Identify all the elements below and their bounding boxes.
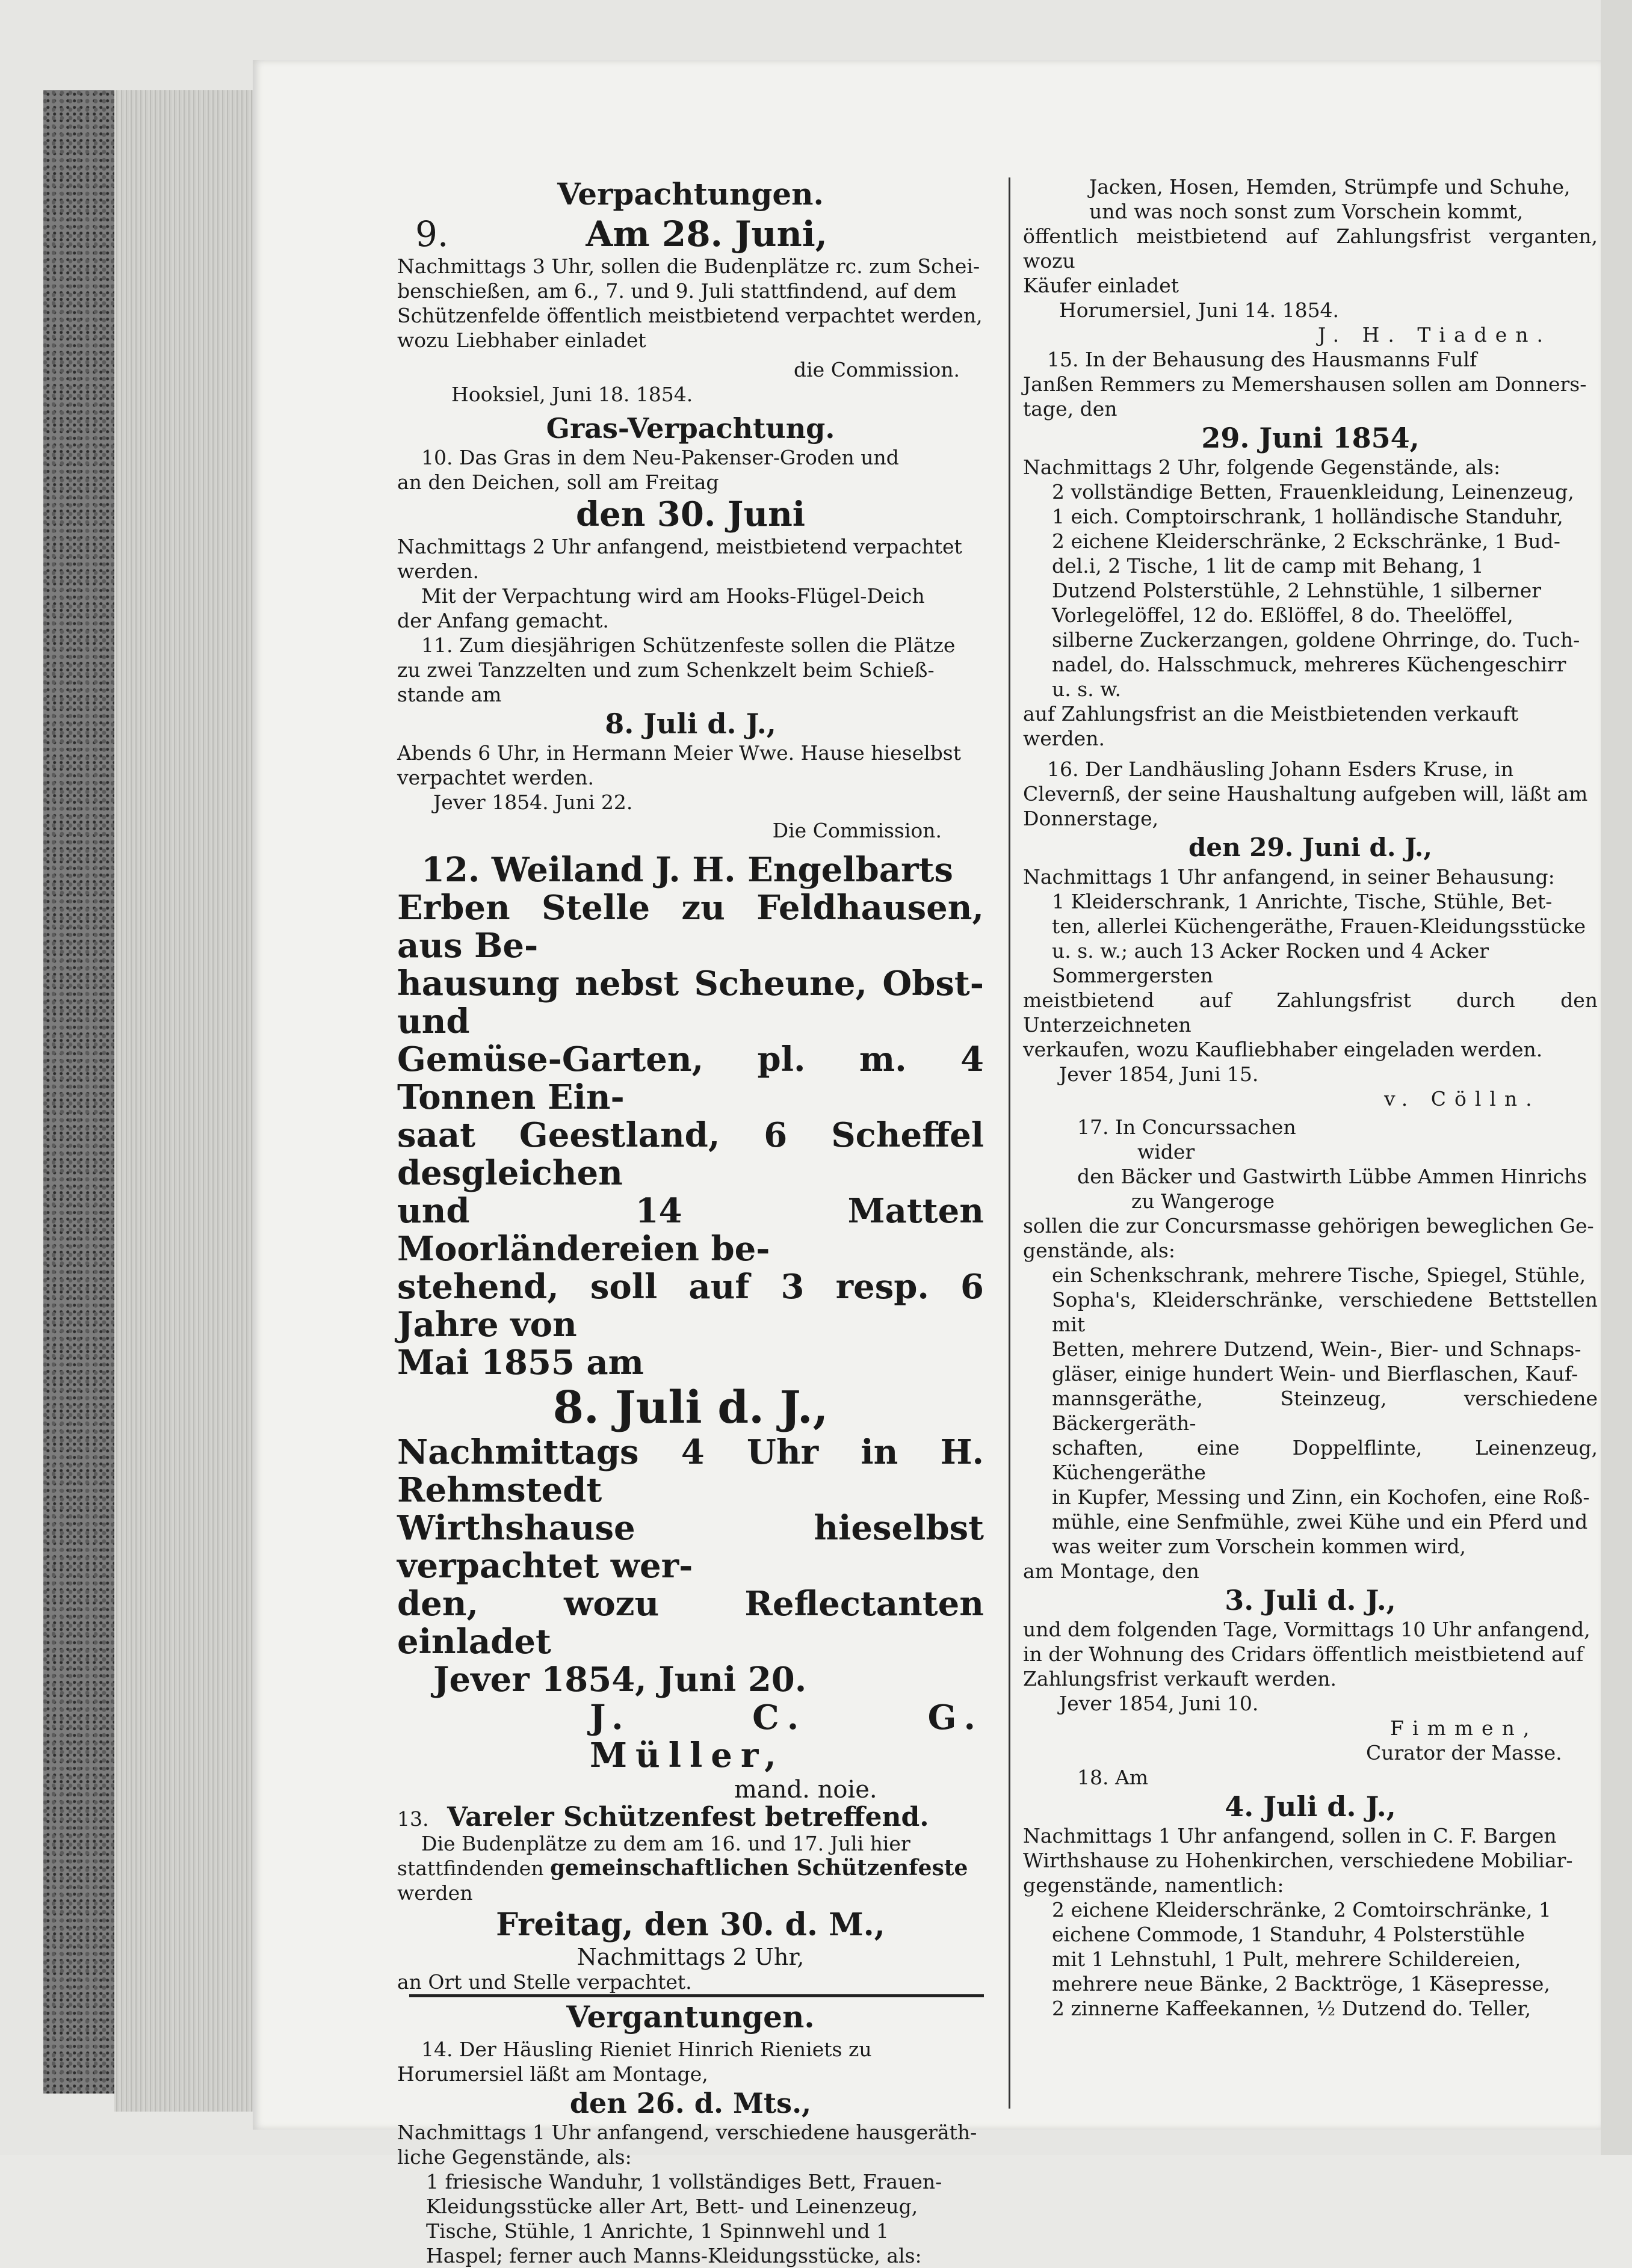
list-item: Tische, Stühle, 1 Anrichte, 1 Spinnwehl und 1 (426, 2219, 889, 2243)
text-line-large: Erben Stelle zu Feldhausen, aus Be- (397, 888, 984, 966)
text-line: auf Zahlungsfrist an die Meistbietenden verkauft werden. (1023, 702, 1519, 750)
text-line: Nachmittags 2 Uhr, (576, 1944, 805, 1970)
text-line: den Bäcker und Gastwirth Lübbe Ammen Hinrichs (1077, 1165, 1587, 1188)
notice-13 (397, 1802, 984, 1994)
notice-13-head (397, 1802, 984, 1832)
list-item: 2 zinnerne Kaffeekannen, ½ Dutzend do. Teller, (1052, 1997, 1532, 2020)
text-line-large: Mai 1855 am (397, 1343, 644, 1382)
list-item: 2 eichene Kleiderschränke, 2 Eckschränke, 1 Bud- (1052, 529, 1560, 553)
list-item: mit 1 Lehnstuhl, 1 Pult, mehrere Schildereien, (1052, 1947, 1521, 1971)
notice-14 (397, 2037, 984, 2268)
list-item: ein Schenkschrank, mehrere Tische, Spiegel, Stühle, (1052, 1263, 1586, 1287)
list-item: Jacken, Hosen, Hemden, Strümpfe und Schuhe, (1089, 175, 1571, 199)
text-line: Janßen Remmers zu Memershausen sollen am Donners- (1023, 372, 1587, 396)
text-line: benschießen, am 6., 7. und 9. Juli stattfindend, auf dem (397, 279, 957, 303)
list-item: Sopha's, Kleiderschränke, verschiedene Bettstellen mit (1052, 1288, 1598, 1336)
list-item: 1 eich. Comptoirschrank, 1 holländische Standuhr, (1052, 505, 1563, 528)
notice-date: den 29. Juni d. J., (1188, 833, 1432, 862)
text-line: zu Wangeroge (1131, 1189, 1275, 1213)
list-item: del.i, 2 Tische, 1 lit de camp mit Behang, 1 (1052, 554, 1484, 578)
notice-title: Gras-Verpachtung. (546, 412, 835, 445)
text-line: Clevernß, der seine Haushaltung aufgeben will, läßt am (1023, 782, 1588, 806)
list-item: 1 friesische Wanduhr, 1 vollständiges Bett, Frauen- (426, 2170, 942, 2193)
text-line: an den Deichen, soll am Freitag (397, 470, 719, 494)
text-line: und dem folgenden Tage, Vormittags 10 Uhr anfangend, (1023, 1618, 1590, 1641)
list-item: nadel, do. Halsschmuck, mehreres Küchengeschirr (1052, 653, 1566, 676)
text-line: am Montage, den (1023, 1559, 1199, 1583)
text-line: genstände, als: (1023, 1239, 1175, 1262)
notice-date: Freitag, den 30. d. M., (496, 1906, 885, 1943)
text-line: in der Wohnung des Cridars öffentlich meistbietend auf (1023, 1642, 1584, 1666)
notice-14-continued (1023, 174, 1598, 347)
notice-date: den 30. Juni (575, 495, 806, 534)
list-item: 1 Kleiderschrank, 1 Anrichte, Tische, Stühle, Bet- (1052, 890, 1553, 913)
text-line: Nachmittags 3 Uhr, sollen die Budenplätze rc. zum Schei- (397, 254, 980, 278)
notice-10 (397, 411, 984, 633)
notice-9 (397, 214, 984, 407)
text-line: werden. (397, 559, 479, 583)
notice-16 (1023, 757, 1598, 1111)
notice-date: Am 28. Juni, (586, 214, 827, 254)
notice-12 (397, 851, 984, 1805)
signature: v. Cölln. (1384, 1087, 1541, 1111)
text-line: gegenstände, namentlich: (1023, 1873, 1284, 1897)
text-line: Donnerstage, (1023, 807, 1159, 830)
next-page-edge (1601, 0, 1632, 2155)
text-line: verkaufen, wozu Kaufliebhaber eingeladen werden. (1023, 1038, 1543, 1061)
notice-9-head (397, 214, 984, 254)
notice-date: 8. Juli d. J., (605, 707, 776, 740)
list-item: silberne Zuckerzangen, goldene Ohrringe, do. Tuch- (1052, 628, 1580, 652)
text-line: Horumersiel läßt am Montage, (397, 2062, 708, 2086)
text-line: Schützenfelde öffentlich meistbietend verpachtet werden, (397, 304, 983, 327)
notice-date: 3. Juli d. J., (1225, 1584, 1396, 1616)
signature: J. H. Tiaden. (1318, 323, 1552, 347)
list-item: mühle, eine Senfmühle, zwei Kühe und ein Pferd und (1052, 1510, 1588, 1533)
text-line-large: Gemüse-Garten, pl. m. 4 Tonnen Ein- (397, 1040, 984, 1117)
place-date: Jever 1854, Juni 15. (1059, 1062, 1259, 1086)
list-item: Sommergersten (1052, 964, 1213, 987)
text-line-large: hausung nebst Scheune, Obst- und (397, 964, 984, 1041)
list-item: Kleidungsstücke aller Art, Bett- und Leinenzeug, (426, 2195, 918, 2218)
notice-number: 13. (397, 1807, 429, 1831)
text-line: Mit der Verpachtung wird am Hooks-Flügel-Deich (421, 584, 925, 608)
text-line: Nachmittags 2 Uhr, folgende Gegenstände, als: (1023, 455, 1501, 479)
notice-date: 4. Juli d. J., (1225, 1790, 1396, 1823)
column-divider (1009, 177, 1010, 2109)
list-item: in Kupfer, Messing und Zinn, ein Kochofen, eine Roß- (1052, 1485, 1590, 1509)
text-line-large: Wirthshause hieselbst verpachtet wer- (397, 1508, 984, 1586)
notice-date: 29. Juni 1854, (1201, 422, 1420, 454)
text-line: sollen die zur Concursmasse gehörigen beweglichen Ge- (1023, 1214, 1594, 1237)
list-item: und was noch sonst zum Vorschein kommt, (1089, 200, 1524, 223)
list-item: u. s. w. (1052, 677, 1121, 701)
text-span: stattfindenden (397, 1857, 544, 1880)
text-line: Wirthshause zu Hohenkirchen, verschiedene Mobiliar- (1023, 1849, 1573, 1872)
text-line: 14. Der Häusling Rieniet Hinrich Rieniets zu (421, 2038, 872, 2061)
notice-number: 9. (415, 214, 449, 254)
notice-11 (397, 633, 984, 843)
text-line-large: 12. Weiland J. H. Engelbarts (421, 850, 953, 890)
text-line: 10. Das Gras in dem Neu-Pakenser-Groden und (421, 446, 899, 469)
list-item: Betten, mehrere Dutzend, Wein-, Bier- und Schnaps- (1052, 1337, 1581, 1361)
text-line: tage, den (1023, 397, 1117, 421)
list-item: 2 eichene Kleiderschränke, 2 Comtoirschränke, 1 (1052, 1898, 1551, 1921)
signature-note: mand. noie. (734, 1776, 877, 1804)
text-line: 17. In Concurssachen (1077, 1115, 1296, 1139)
text-line: 15. In der Behausung des Hausmanns Fulf (1047, 348, 1477, 371)
list-item: mehrere neue Bänke, 2 Backtröge, 1 Käsepresse, (1052, 1972, 1550, 1995)
text-line: wozu Liebhaber einladet (397, 328, 646, 352)
list-item: gläser, einige hundert Wein- und Bierflaschen, Kauf- (1052, 1362, 1578, 1385)
notice-date: 8. Juli d. J., (552, 1382, 829, 1434)
text-line-large: den, wozu Reflectanten einladet (397, 1584, 984, 1662)
left-column (397, 108, 984, 2268)
section-heading-vergantungen: Vergantungen. (566, 1999, 815, 2035)
text-line: Nachmittags 1 Uhr anfangend, sollen in C. F. Bargen (1023, 1824, 1557, 1847)
list-item: u. s. w.; auch 13 Acker Rocken und 4 Acker (1052, 939, 1489, 963)
text-line: stande am (397, 683, 502, 706)
section-heading-verpachtungen: Verpachtungen. (557, 176, 824, 212)
text-line: Nachmittags 1 Uhr anfangend, in seiner Behausung: (1023, 865, 1555, 889)
text-line: öffentlich meistbietend auf Zahlungsfrist verganten, wozu (1023, 224, 1598, 273)
text-line (397, 1856, 984, 1881)
text-line: wider (1137, 1140, 1195, 1163)
text-line: Käufer einladet (1023, 274, 1179, 297)
notice-title: Vareler Schützenfest betreffend. (447, 1802, 929, 1832)
text-line: zu zwei Tanzzelten und zum Schenkzelt beim Schieß- (397, 658, 935, 682)
place-date: Horumersiel, Juni 14. 1854. (1059, 298, 1340, 322)
list-item: mannsgeräthe, Steinzeug, verschiedene Bäckergeräth- (1052, 1387, 1598, 1435)
notice-17 (1023, 1115, 1598, 1765)
place-date: Jever 1854, Juni 10. (1059, 1692, 1259, 1715)
text-line: Abends 6 Uhr, in Hermann Meier Wwe. Hause hieselbst (397, 741, 961, 765)
signature: J. C. G. Müller, (590, 1698, 984, 1775)
list-item: schaften, eine Doppelflinte, Leinenzeug, Küchengeräthe (1052, 1436, 1598, 1484)
list-item: 2 vollständige Betten, Frauenkleidung, Leinenzeug, (1052, 480, 1574, 504)
text-line: liche Gegenstände, als: (397, 2145, 632, 2169)
list-item: Haspel; ferner auch Manns-Kleidungsstücke, als: (426, 2244, 922, 2267)
signature: die Commission. (794, 358, 960, 381)
text-span-bold: gemeinschaftlichen Schützenfeste (549, 1855, 968, 1881)
list-item: Dutzend Polsterstühle, 2 Lehnstühle, 1 silberner (1052, 579, 1542, 602)
place-date: Hooksiel, Juni 18. 1854. (451, 383, 693, 406)
place-date: Jever 1854, Juni 20. (433, 1660, 807, 1699)
text-line: Nachmittags 2 Uhr anfangend, meistbietend verpachtet (397, 535, 962, 558)
text-line-large: Nachmittags 4 Uhr in H. Rehmstedt (397, 1432, 984, 1510)
text-line: 11. Zum diesjährigen Schützenfeste sollen die Plätze (421, 633, 956, 657)
notice-15 (1023, 347, 1598, 751)
list-item: eichene Commode, 1 Standuhr, 4 Polsterstühle (1052, 1923, 1525, 1946)
text-line: Nachmittags 1 Uhr anfangend, verschiedene hausgeräth- (397, 2121, 977, 2144)
signature-note: Curator der Masse. (1366, 1741, 1562, 1764)
text-line-large: und 14 Matten Moorländereien be- (397, 1191, 984, 1269)
signature: Die Commission. (772, 819, 942, 842)
list-item: ten, allerlei Küchengeräthe, Frauen-Kleidungsstücke (1052, 914, 1586, 938)
text-line: der Anfang gemacht. (397, 609, 609, 632)
list-item: was weiter zum Vorschein kommen wird, (1052, 1535, 1467, 1558)
text-line: verpachtet werden. (397, 766, 594, 789)
notice-18 (1023, 1765, 1598, 2021)
text-line: 18. Am (1077, 1766, 1149, 1789)
notice-date: den 26. d. Mts., (569, 2087, 812, 2119)
text-line: Die Budenplätze zu dem am 16. und 17. Juli hier (421, 1832, 910, 1855)
text-line: meistbietend auf Zahlungsfrist durch den Unterzeichneten (1023, 988, 1598, 1037)
place-date: Jever 1854. Juni 22. (433, 790, 633, 814)
signature: Fimmen, (1390, 1716, 1538, 1740)
text-line: Zahlungsfrist verkauft werden. (1023, 1667, 1337, 1690)
text-line: an Ort und Stelle verpachtet. (397, 1970, 692, 1994)
page-stack-edge (114, 90, 254, 2112)
book-cover-edge (43, 90, 117, 2094)
text-line: 16. Der Landhäusling Johann Esders Kruse, in (1047, 757, 1514, 781)
text-line-large: stehend, soll auf 3 resp. 6 Jahre von (397, 1267, 984, 1345)
list-item: Vorlegelöffel, 12 do. Eßlöffel, 8 do. Theelöffel, (1052, 603, 1513, 627)
right-column (1023, 174, 1598, 2021)
text-line: werden (397, 1881, 473, 1905)
text-line-large: saat Geestland, 6 Scheffel desgleichen (397, 1115, 984, 1193)
